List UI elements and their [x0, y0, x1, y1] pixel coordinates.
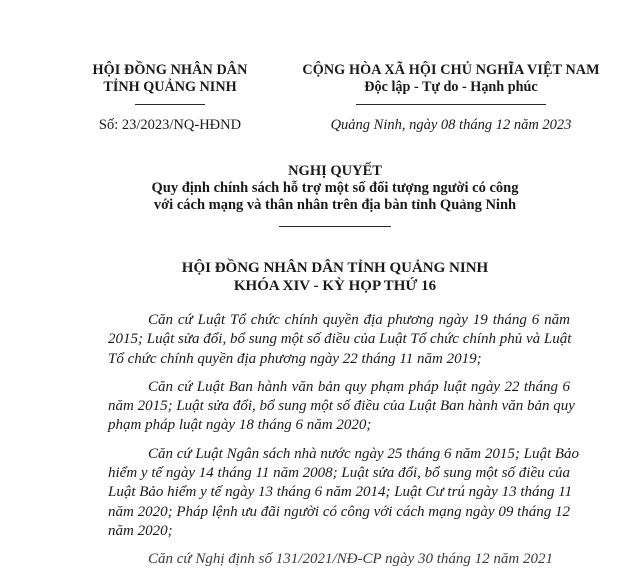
issuing-authority-block [85, 62, 255, 134]
paragraph-line: Tổ chức chính quyền địa phương ngày 22 tháng 11 năm 2019; [108, 350, 482, 367]
paragraph-line: 2015; Luật sửa đổi, bổ sung một số điều của Luật Tổ chức chính phủ và Luật [108, 331, 572, 348]
document-type: NGHỊ QUYẾT [288, 163, 382, 179]
paragraph-line: phạm pháp luật ngày 18 tháng 6 năm 2020; [108, 417, 372, 434]
document-subject-line1: Quy định chính sách hỗ trợ một số đối tượng người có công [151, 180, 519, 196]
council-session: KHÓA XIV - KỲ HỌP THỨ 16 [233, 278, 437, 294]
paragraph-line: năm 2015; Luật sửa đổi, bổ sung một số điều của Luật Ban hành văn bản quy [108, 398, 575, 415]
place-and-date: Quảng Ninh, ngày 08 tháng 12 năm 2023 [330, 117, 572, 133]
paragraph-line: Luật Bảo hiểm y tế ngày 13 tháng 6 năm 2014; Luật Cư trú ngày 13 tháng 11 [108, 484, 573, 501]
divider [356, 104, 546, 105]
divider [279, 226, 391, 227]
issuing-authority-line1: HỘI ĐỒNG NHÂN DÂN [92, 62, 248, 78]
council-heading [100, 259, 570, 295]
legal-basis-paragraph [108, 445, 580, 541]
legal-basis-paragraph [108, 311, 570, 369]
document-number: Số: 23/2023/NQ-HĐND [98, 117, 242, 133]
issuing-authority-line2: TỈNH QUẢNG NINH [103, 79, 237, 95]
council-name: HỘI ĐỒNG NHÂN DÂN TỈNH QUẢNG NINH [181, 260, 489, 276]
document-title-block [100, 163, 570, 227]
truncated-paragraph-line: Căn cứ Nghị định số 131/2021/NĐ-CP ngày 30 tháng 12 năm 2021 [148, 551, 553, 568]
paragraph-line: năm 2020; Pháp lệnh ưu đãi người có công với cách mạng ngày 09 tháng 12 [108, 503, 570, 520]
country-name: CỘNG HÒA XÃ HỘI CHỦ NGHĨA VIỆT NAM [302, 62, 600, 78]
national-header-block [295, 62, 607, 134]
document-subject-line2: với cách mạng và thân nhân trên địa bàn tỉnh Quảng Ninh [153, 197, 517, 213]
paragraph-line: Căn cứ Luật Tổ chức chính quyền địa phương ngày 19 tháng 6 năm [148, 312, 570, 328]
legal-basis-paragraph [108, 378, 575, 436]
paragraph-line: Căn cứ Luật Ngân sách nhà nước ngày 25 tháng 6 năm 2015; Luật Bảo [148, 445, 580, 462]
paragraph-line: hiểm y tế ngày 14 tháng 11 năm 2008; Luật sửa đổi, bổ sung một số điều của [108, 465, 571, 482]
paragraph-line: năm 2020; [108, 522, 173, 539]
paragraph-line: Căn cứ Luật Ban hành văn bản quy phạm pháp luật ngày 22 tháng 6 [148, 378, 570, 395]
document-body [108, 311, 580, 568]
divider [135, 104, 205, 105]
national-motto: Độc lập - Tự do - Hạnh phúc [364, 79, 538, 95]
